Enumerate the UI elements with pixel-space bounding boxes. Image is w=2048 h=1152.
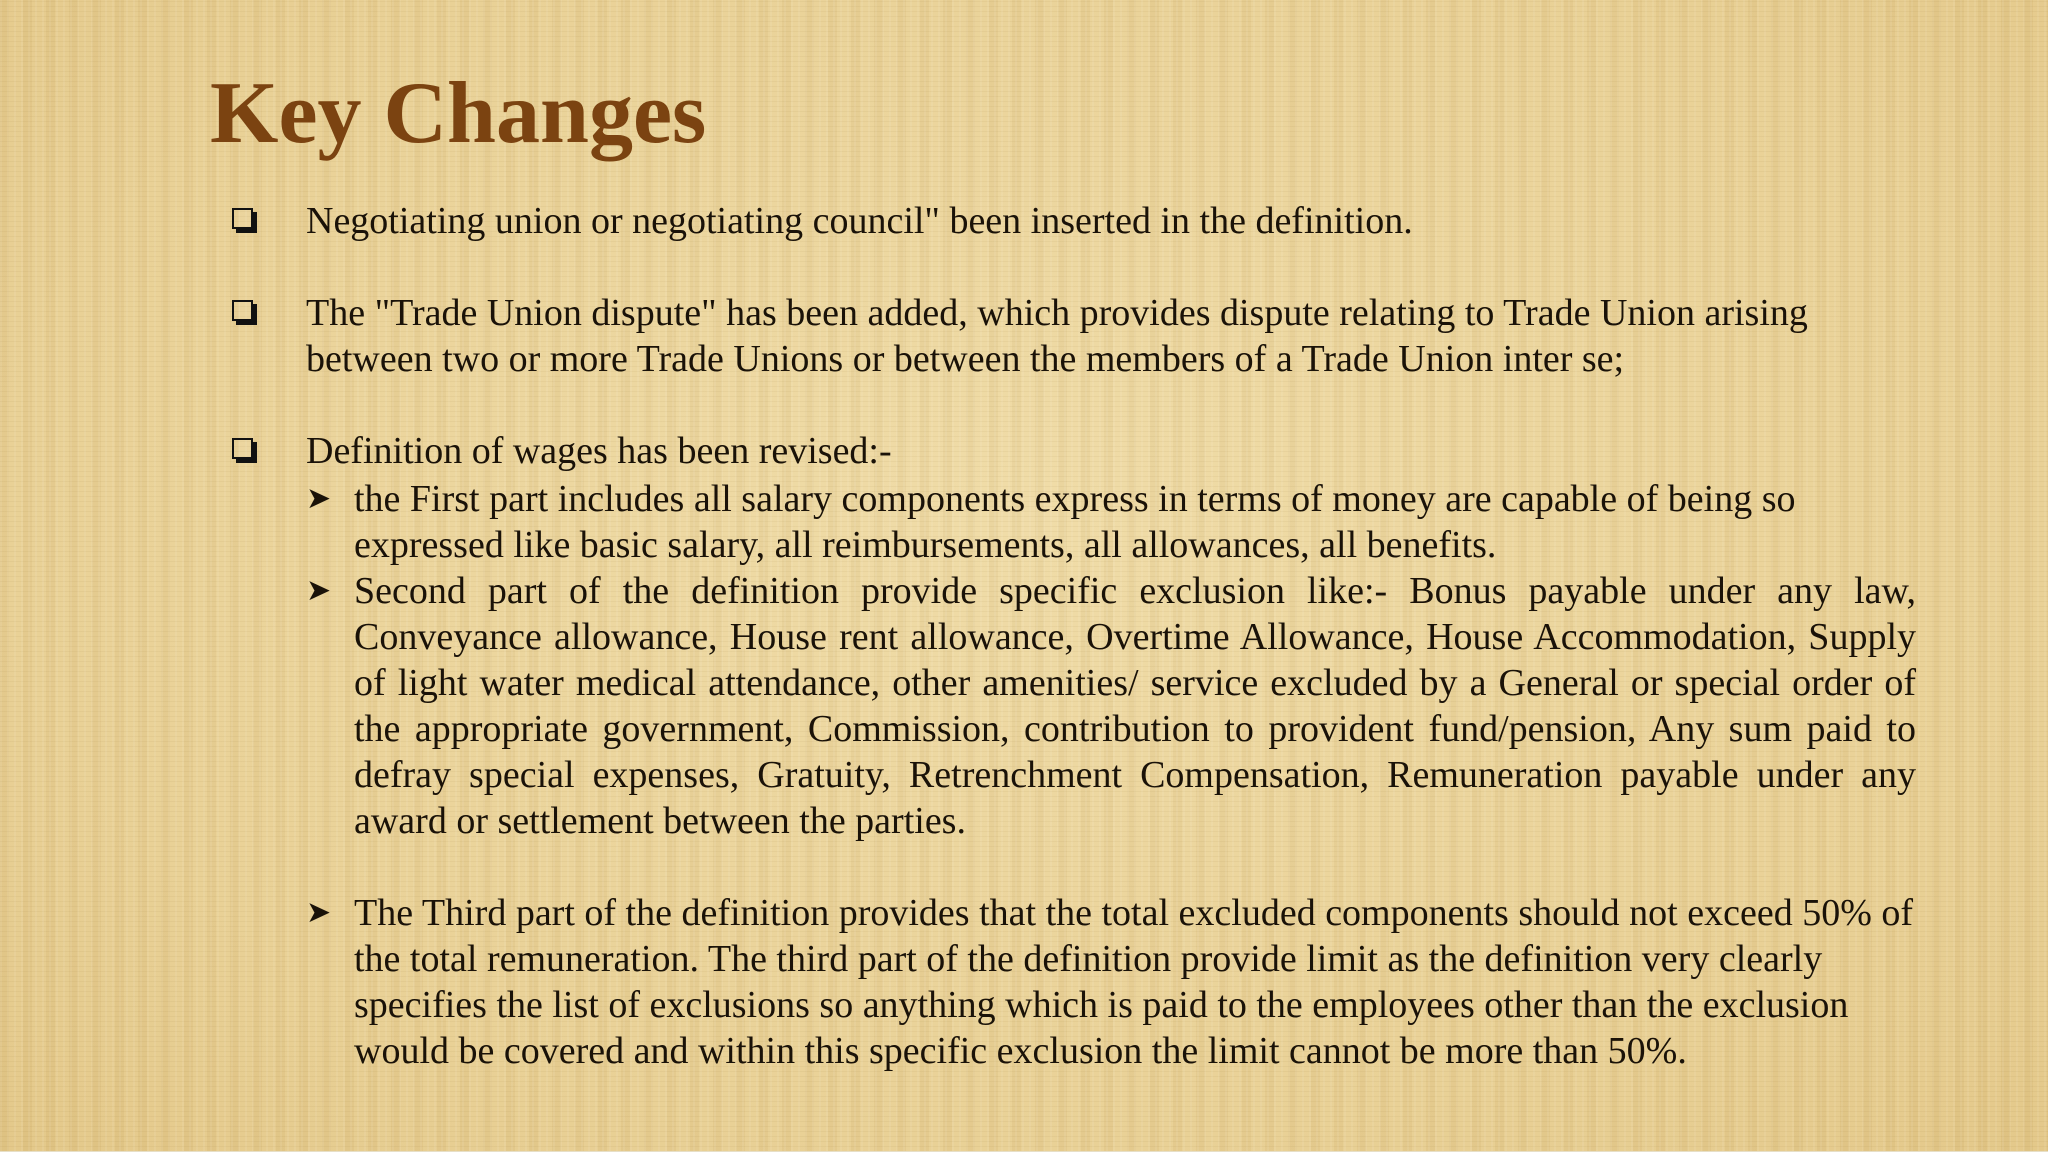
bullet-text: The "Trade Union dispute" has been added, which provides dispute relating to Trade Union arising between two or more Trade Unions or between the members of a Trade Union inter se; (306, 292, 1808, 380)
sub-bullet-text: The Third part of the definition provides that the total excluded components should not exceed 50% of the total remuneration. The third part of the definition provide limit as the definition very clearly specifies the list of exclusions so anything which is paid to the employees other than the exclusion would be covered and within this specific exclusion the limit cannot be more than 50%. (354, 892, 1914, 1072)
checkbox-icon (232, 438, 253, 459)
arrow-bullet-icon: ➤ (306, 896, 332, 929)
bullet-item (232, 198, 1912, 244)
bullet-item (232, 290, 1912, 382)
arrow-bullet-icon: ➤ (306, 482, 332, 515)
sub-bullet-item (306, 568, 1916, 844)
sub-bullet-item (306, 890, 1916, 1074)
bullet-item (232, 428, 1912, 474)
sub-bullet-item (306, 476, 1916, 568)
checkbox-icon (232, 300, 253, 321)
sub-bullet-text: the First part includes all salary components express in terms of money are capable of being so expressed like basic salary, all reimbursements, all allowances, all benefits. (354, 478, 1796, 566)
bullet-text: Negotiating union or negotiating council" been inserted in the definition. (306, 200, 1413, 242)
sub-bullet-text: Second part of the definition provide specific exclusion like:- Bonus payable under any law, Conveyance allowance, House rent allowance, Overtime Allowance, House Accommodation, Supply of light water medical attendance, other amenities/ service excluded by a General or special order of the appropriate government, Commission, contribution to provident fund/pension, Any sum paid to defray special expenses, Gratuity, Retrenchment Compensation, Remuneration payable under any award or settlement between the parties. (354, 570, 1916, 842)
checkbox-icon (232, 208, 253, 229)
arrow-bullet-icon: ➤ (306, 574, 332, 607)
bullet-text: Definition of wages has been revised:- (306, 430, 892, 472)
slide-title: Key Changes (210, 65, 707, 162)
